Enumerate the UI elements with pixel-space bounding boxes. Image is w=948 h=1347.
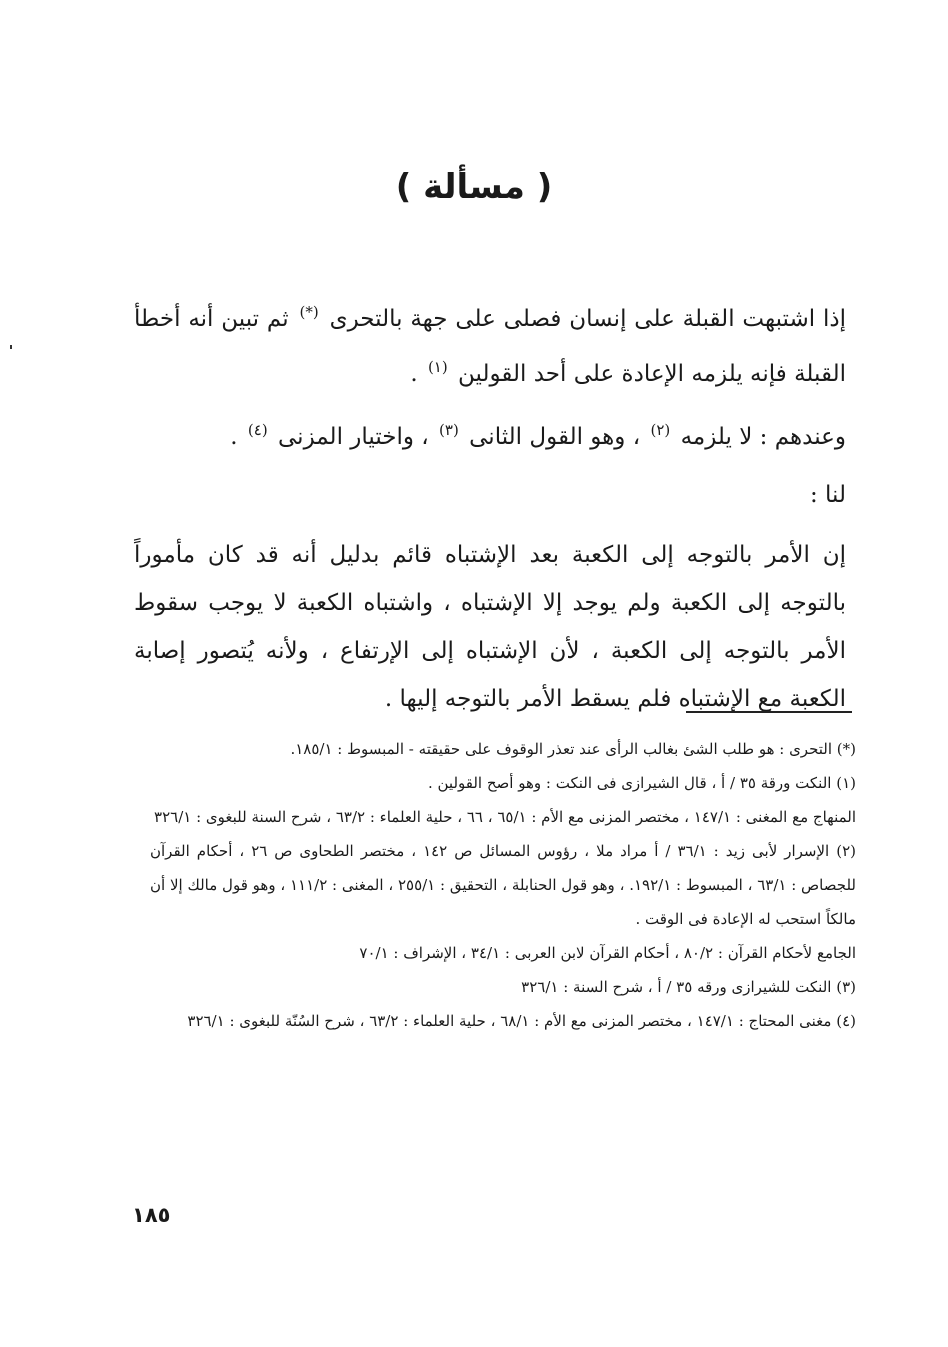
footnote-star: (*) التحرى : هو طلب الشئ بغالب الرأى عند تعذر الوقوف على حقيقته - المبسوط : ١٨٥/١. [290,740,856,758]
issue-text-end: . [410,361,418,387]
scan-speck [10,345,12,349]
their-view-text-end: . [230,424,238,450]
footnote-divider [686,711,852,713]
paragraph-their-view [134,406,846,461]
section-title: ( مسألة ) [395,167,553,207]
paragraph-argument: إن الأمر بالتوجه إلى الكعبة بعد الإشتباه قائم بدليل أنه قد كان مأموراً بالتوجه إلى الكعبة ولم يوجد إلا الإشتباه ، واشتباه الكعبة لا يوجب سقوط الأمر بالتوجه إلى الكعبة ، لأن الإشتباه إلى الإرتفاع ، ولأنه يُتصور إصابة الكعبة مع الإشتباه فلم يسقط الأمر بالتوجه إليها . [134,542,846,712]
paragraph-issue [134,288,846,398]
their-view-text-2: ، وهو القول الثانى [469,424,641,450]
footnote-1: (١) النكت ورقة ٣٥ / أ ، قال الشيرازى فى النكت : وهو أصح القولين . [427,774,856,792]
footnotes [150,732,856,1038]
footnote-ref-4: (٤) [247,421,268,439]
footnote-1-continued: المنهاج مع المغنى : ١٤٧/١ ، مختصر المزنى مع الأم : ٦٥/١ ، ٦٦ ، حلية العلماء : ٦٣/٢ ، شرح السنة للبغوى : ٣٢٦/١ [154,808,856,826]
paragraph-our-heading: لنا : [809,482,846,508]
main-text [134,288,846,723]
issue-text-1: إذا اشتبهت القبلة على إنسان فصلى على جهة بالتحرى [329,306,847,332]
footnote-2-continued: الجامع لأحكام القرآن : ٨٠/٢ ، أحكام القرآن لابن العربى : ٣٤/١ ، الإشراف : ٧٠/١ [359,944,856,962]
footnote-ref-2: (٢) [650,421,671,439]
footnote-ref-star: (*) [299,303,319,321]
page-number: ١٨٥ [132,1203,171,1227]
their-view-text-3: ، واختيار المزنى [278,424,429,450]
issue-text-2: ثم تبين أنه أخطأ القبلة فإنه يلزمه الإعادة على أحد القولين [134,306,846,387]
footnote-4: (٤) مغنى المحتاج : ١٤٧/١ ، مختصر المزنى مع الأم : ٦٨/١ ، حلية العلماء : ٦٣/٢ ، شرح السُنّة للبغوى : ٣٢٦/١ [187,1012,856,1030]
footnote-2: (٢) الإسرار لأبى زيد : ٣٦/١ / أ مراد ملا ، رؤوس المسائل ص ١٤٢ ، مختصر الطحاوى ص ٢٦ ، أحكام القرآن للجصاص : ٦٣/١ ، المبسوط : ١٩٢/١. ، وهو قول الحنابلة ، التحقيق : ٢٥٥/١ ، المغنى : ١١١/٢ ، وهو قول مالك إلا أن مالكاً استحب له الإعادة فى الوقت . [150,842,856,928]
their-view-text-1: وعندهم : لا يلزمه [680,424,846,450]
footnote-3: (٣) النكت للشيرازى ورقه ٣٥ / أ ، شرح السنة : ٣٢٦/١ [521,978,856,996]
footnote-ref-3: (٣) [439,421,459,439]
footnote-ref-1: (١) [427,358,448,376]
